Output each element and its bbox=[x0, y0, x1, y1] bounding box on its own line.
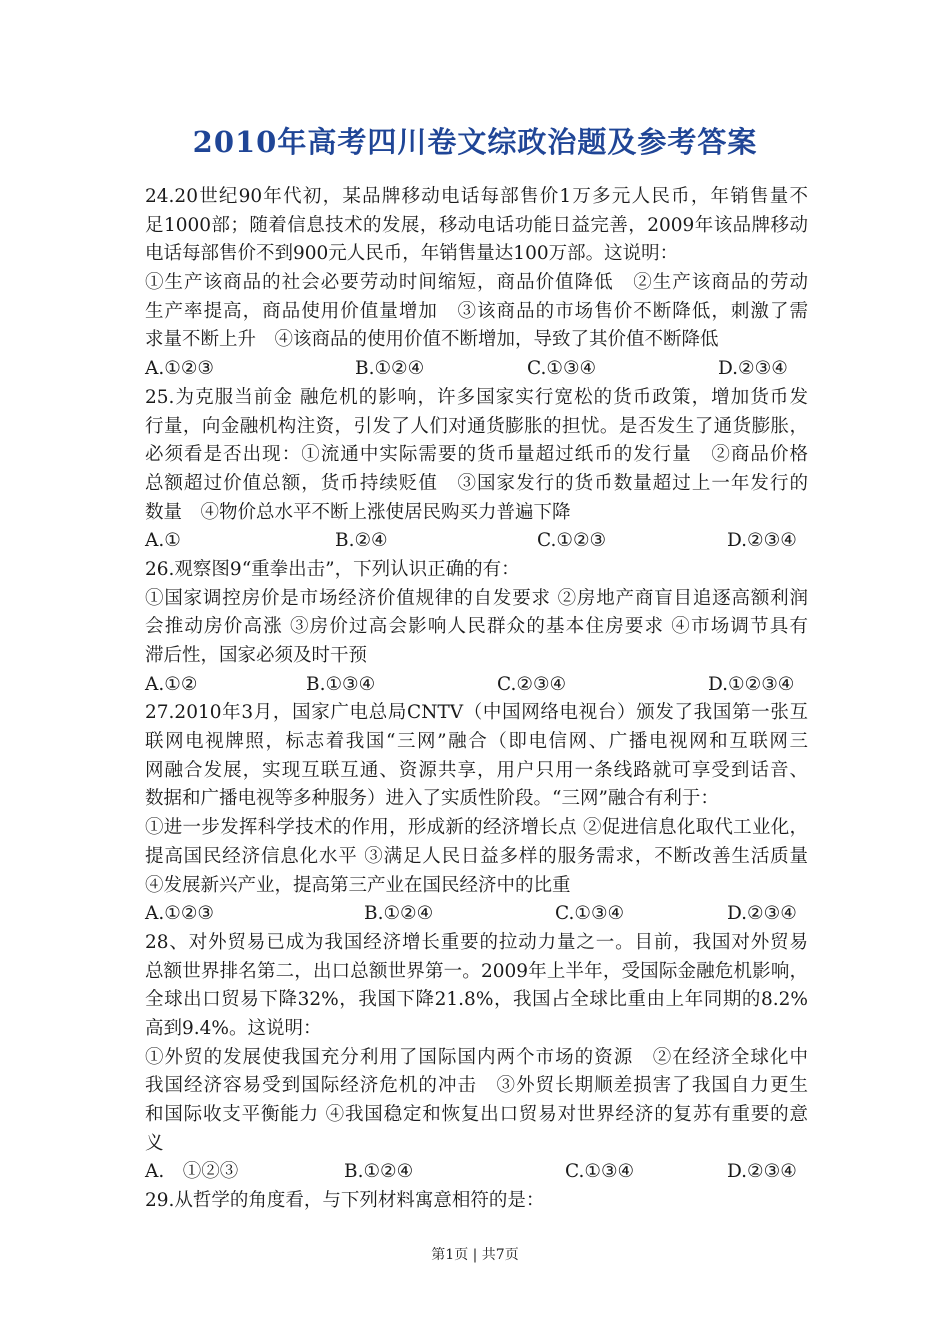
answer-options-q26 bbox=[145, 671, 808, 700]
text-line: 总额世界排名第二，出口总额世界第一。2009年上半年，受国际金融危机影响， bbox=[145, 960, 808, 982]
text-line: 网融合发展，实现互联互通、资源共享，用户只用一条线路就可享受到话音、 bbox=[145, 759, 808, 781]
text-line: 26.观察图9“重拳出击”，下列认识正确的有： bbox=[145, 558, 520, 580]
text-line: ①国家调控房价是市场经济价值规律的自发要求 ②房地产商盲目追逐高额利润 bbox=[145, 587, 808, 609]
text-line: 数量 ④物价总水平不断上涨使居民购买力普遍下降 bbox=[145, 501, 571, 523]
text-line: 数据和广播电视等多种服务）进入了实质性阶段。“三网”融合有利于： bbox=[145, 788, 719, 810]
text-line: 联网电视牌照，标志着我国“三网”融合（即电信网、广播电视网和互联网三 bbox=[145, 731, 808, 753]
option-B: B.①②④ bbox=[364, 903, 434, 925]
option-D: D.②③④ bbox=[718, 358, 788, 380]
text-line: ①生产该商品的社会必要劳动时间缩短，商品价值降低 ②生产该商品的劳动 bbox=[145, 272, 808, 294]
document-body bbox=[145, 183, 808, 1216]
answer-options-q24 bbox=[145, 355, 808, 384]
page-footer: 第1页 | 共7页 bbox=[431, 1247, 519, 1263]
text-line: 会推动房价高涨 ③房价过高会影响人民群众的基本住房要求 ④市场调节具有 bbox=[145, 616, 808, 638]
text-line: 足1000部；随着信息技术的发展，移动电话功能日益完善，2009年该品牌移动 bbox=[145, 214, 808, 236]
option-B: B.①②④ bbox=[355, 358, 425, 380]
option-C: C.①③④ bbox=[555, 903, 625, 925]
option-A: A.①②③ bbox=[145, 358, 214, 380]
option-B: B.①②④ bbox=[344, 1161, 414, 1183]
text-line: 和国际收支平衡能力 ④我国稳定和恢复出口贸易对世界经济的复苏有重要的意 bbox=[145, 1104, 808, 1125]
text-line: 24.20世纪90年代初，某品牌移动电话每部售价1万多元人民币，年销售量不 bbox=[145, 186, 808, 207]
text-line: 必须看是否出现：①流通中实际需要的货币量超过纸币的发行量 ②商品价格 bbox=[145, 444, 808, 466]
text-line: 27.2010年3月，国家广电总局CNTV（中国网络电视台）颁发了我国第一张互 bbox=[145, 702, 808, 724]
option-A: A. ①②③ bbox=[145, 1161, 239, 1183]
answer-options-q28 bbox=[145, 1158, 808, 1187]
text-line: 滞后性，国家必须及时干预 bbox=[145, 645, 368, 666]
text-line: 25.为克服当前金 融危机的影响，许多国家实行宽松的货币政策，增加货币发 bbox=[145, 386, 808, 408]
option-C: C.①③④ bbox=[565, 1161, 635, 1183]
text-line: ①进一步发挥科学技术的作用，形成新的经济增长点 ②促进信息化取代工业化， bbox=[145, 817, 808, 839]
text-line: 提高国民经济信息化水平 ③满足人民日益多样的服务需求，不断改善生活质量 bbox=[145, 845, 808, 867]
option-D: D.②③④ bbox=[727, 903, 797, 925]
answer-options-q27 bbox=[145, 900, 808, 929]
text-line: 28、对外贸易已成为我国经济增长重要的拉动力量之一。目前，我国对外贸易 bbox=[145, 931, 808, 953]
page-title: 2010年高考四川卷文综政治题及参考答案 bbox=[192, 125, 758, 159]
text-line: 总额超过价值总额，货币持续贬值 ③国家发行的货币数量超过上一年发行的 bbox=[145, 472, 808, 494]
option-C: C.②③④ bbox=[497, 673, 567, 695]
text-line: ④发展新兴产业，提高第三产业在国民经济中的比重 bbox=[145, 874, 571, 896]
option-B: B.①③④ bbox=[306, 673, 376, 695]
text-line: ①外贸的发展使我国充分利用了国际国内两个市场的资源 ②在经济全球化中 bbox=[145, 1046, 808, 1068]
text-line: 全球出口贸易下降32%，我国下降21.8%，我国占全球比重由上年同期的8.2% bbox=[145, 989, 808, 1011]
option-C: C.①③④ bbox=[527, 358, 597, 380]
text-line: 电话每部售价不到900元人民币，年销售量达100万部。这说明： bbox=[145, 243, 679, 265]
option-B: B.②④ bbox=[335, 530, 388, 552]
option-A: A.①②③ bbox=[145, 903, 214, 925]
option-A: A.① bbox=[145, 530, 181, 552]
option-A: A.①② bbox=[145, 673, 198, 695]
text-line: 求量不断上升 ④该商品的使用价值不断增加，导致了其价值不断降低 bbox=[145, 329, 719, 351]
text-line: 我国经济容易受到国际经济危机的冲击 ③外贸长期顺差损害了我国自力更生 bbox=[145, 1075, 808, 1097]
option-D: D.②③④ bbox=[727, 1161, 797, 1183]
text-line: 义 bbox=[145, 1132, 164, 1154]
option-C: C.①②③ bbox=[537, 530, 607, 552]
option-D: D.①②③④ bbox=[708, 673, 795, 695]
option-D: D.②③④ bbox=[727, 530, 797, 552]
text-line: 行量，向金融机构注资，引发了人们对通货膨胀的担忧。是否发生了通货膨胀， bbox=[145, 415, 808, 437]
text-line: 高到9.4%。这说明： bbox=[145, 1017, 322, 1039]
text-line: 29.从哲学的角度看，与下列材料寓意相符的是： bbox=[145, 1190, 545, 1212]
answer-options-q25 bbox=[145, 527, 808, 556]
text-line: 生产率提高，商品使用价值量增加 ③该商品的市场售价不断降低，刺激了需 bbox=[145, 300, 808, 322]
